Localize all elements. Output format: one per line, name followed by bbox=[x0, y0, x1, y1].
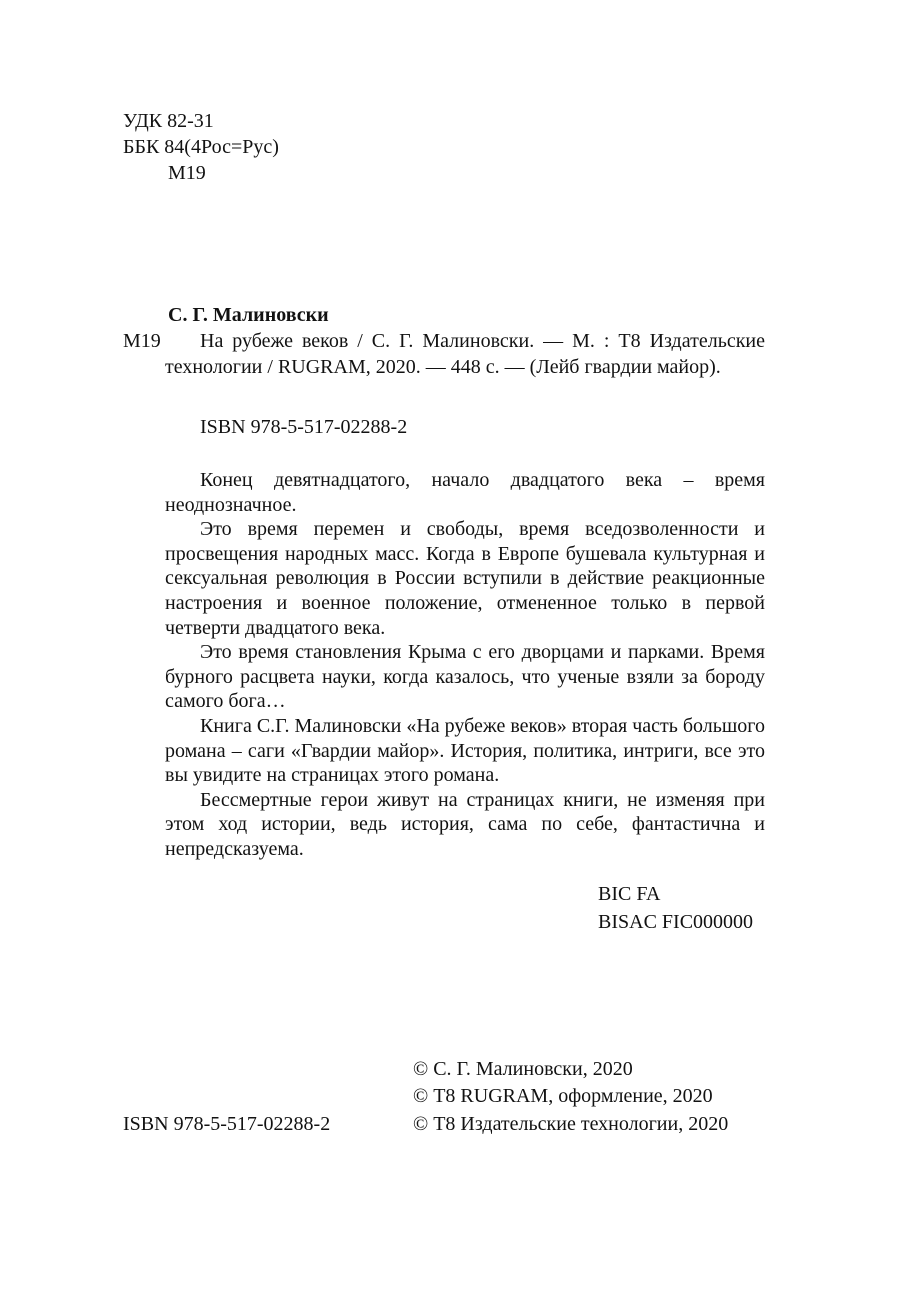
bibliographic-entry bbox=[123, 328, 765, 380]
annotation-paragraph: Конец девятнадцатого, начало двадцатого века – время неоднозначное. bbox=[165, 469, 765, 516]
footer-isbn: ISBN 978-5-517-02288-2 bbox=[123, 1112, 331, 1135]
copyright-block bbox=[413, 1056, 765, 1139]
annotation-paragraph: Это время перемен и свободы, время вседозволенности и просвещения народных масс. Когда в Европе бушевала культурная и сексуальная революция в России вступили в действие реакционные настроения и военное положение, отмененное только в первой четверти двадцатого века. bbox=[165, 518, 765, 639]
udk-line: УДК 82-31 bbox=[123, 110, 214, 132]
codes-block bbox=[123, 108, 765, 186]
entry-author-code: М19 bbox=[123, 330, 161, 352]
classification-block bbox=[598, 880, 765, 936]
bisac-code-line: BISAC FIC000000 bbox=[598, 910, 754, 933]
annotation-block bbox=[165, 468, 765, 862]
author-name: С. Г. Малиновски bbox=[168, 304, 329, 326]
bibliographic-block bbox=[123, 302, 765, 380]
footer-block bbox=[123, 1056, 765, 1139]
copyright-line: © С. Г. Малиновски, 2020 bbox=[413, 1057, 633, 1080]
isbn-line: ISBN 978-5-517-02288-2 bbox=[200, 416, 408, 438]
bbk-line: ББК 84(4Рос=Рус) bbox=[123, 136, 279, 158]
copyright-page bbox=[0, 108, 900, 1308]
copyright-line: © Т8 Издательские технологии, 2020 bbox=[413, 1112, 729, 1135]
author-sign-code: М19 bbox=[168, 162, 206, 184]
annotation-paragraph: Бессмертные герои живут на страницах книги, не изменяя при этом ход истории, ведь история, сама по себе, фантастична и непредсказуема. bbox=[165, 788, 765, 860]
bic-code-line: BIC FA bbox=[598, 882, 661, 905]
entry-text: На рубеже веков / С. Г. Малиновски. — М. : Т8 Издательские технологии / RUGRAM, 2020. — 448 с. — (Лейб гвардии майор). bbox=[165, 330, 765, 378]
annotation-paragraph: Это время становления Крыма с его дворцами и парками. Время бурного расцвета науки, когда казалось, что ученые взяли за бороду самого бога… bbox=[165, 641, 765, 713]
copyright-line: © Т8 RUGRAM, оформление, 2020 bbox=[413, 1085, 713, 1107]
annotation-paragraph: Книга С.Г. Малиновски «На рубеже веков» вторая часть большого романа – саги «Гвардии майор». История, политика, интриги, все это вы увидите на страницах этого романа. bbox=[165, 714, 765, 787]
